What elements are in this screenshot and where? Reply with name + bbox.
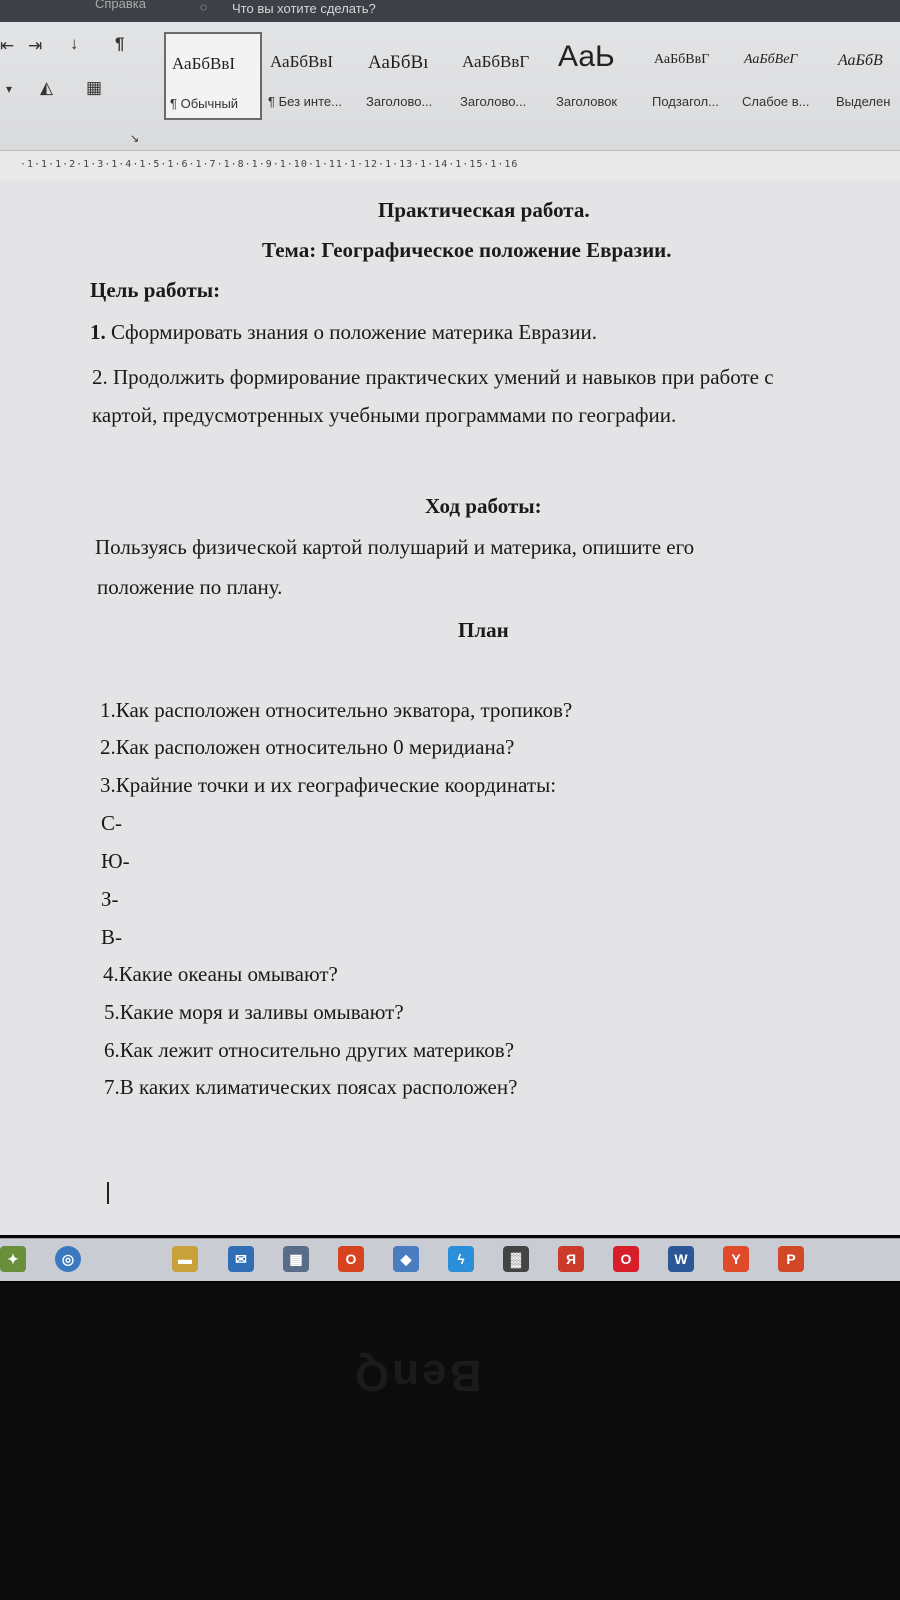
monitor-bezel <box>0 1282 900 1600</box>
style-item[interactable] <box>264 32 358 116</box>
opera-icon[interactable]: O <box>613 1246 639 1272</box>
style-sample: АаБбВеГ <box>744 52 798 67</box>
explorer-icon[interactable]: ▬ <box>172 1246 198 1272</box>
decrease-indent-icon[interactable]: ⇤ <box>0 36 15 55</box>
powerpoint-icon[interactable]: P <box>778 1246 804 1272</box>
store-icon[interactable]: ▦ <box>283 1246 309 1272</box>
paragraph-group <box>0 28 145 148</box>
plan-item: С- <box>101 811 122 835</box>
style-item[interactable] <box>552 32 646 116</box>
style-sample: АаБбВвГ <box>462 52 530 71</box>
increase-indent-icon[interactable]: ⇥ <box>28 36 43 55</box>
style-item[interactable] <box>832 32 900 116</box>
plan-item: 6.Как лежит относительно других материков? <box>104 1038 515 1062</box>
align-dropdown-icon[interactable]: ▾ <box>6 82 13 96</box>
monitor-brand-logo: BenQ <box>352 1351 482 1400</box>
shading-icon[interactable]: ◭ <box>40 78 54 97</box>
instruction-line-2: положение по плану. <box>97 575 283 599</box>
goal-heading: Цель работы: <box>90 278 221 302</box>
style-item[interactable] <box>456 32 550 116</box>
style-item[interactable] <box>648 32 742 116</box>
start-icon[interactable]: ✦ <box>0 1246 26 1272</box>
plan-item: 3.Крайние точки и их географические координаты: <box>100 773 557 797</box>
plan-item: З- <box>101 887 119 911</box>
style-item[interactable] <box>738 32 832 116</box>
goal-item-2-line-2: картой, предусмотренных учебными программами по географии. <box>92 403 677 427</box>
progress-heading: Ход работы: <box>425 494 542 518</box>
style-name: Заголово... <box>366 94 433 109</box>
plan-item: 4.Какие океаны омывают? <box>103 962 338 986</box>
style-sample: АаБбВı <box>368 52 429 73</box>
plan-item: 5.Какие моря и заливы омывают? <box>104 1000 404 1024</box>
instruction-line-1: Пользуясь физической картой полушарий и материка, опишите его <box>95 535 695 559</box>
style-name: Выделен <box>836 94 891 109</box>
style-name: ¶ Обычный <box>170 96 239 111</box>
style-sample: АаБбВвІ <box>172 54 236 73</box>
app-icon[interactable]: ◆ <box>393 1246 419 1272</box>
style-item[interactable] <box>164 32 262 120</box>
tell-me-search[interactable]: Что вы хотите сделать? <box>232 1 376 16</box>
style-name: ¶ Без инте... <box>268 94 342 109</box>
style-sample: АаБбВвІ <box>270 52 334 71</box>
ruler-marks: ·1·1·1·2·1·3·1·4·1·5·1·6·1·7·1·8·1·9·1·10·1·11·1·12·1·13·1·14·1·15·1·16 <box>20 159 519 170</box>
styles-gallery <box>160 32 900 136</box>
borders-icon[interactable]: ▦ <box>86 78 103 97</box>
plan-item: В- <box>101 925 122 949</box>
plan-item: 2.Как расположен относительно 0 меридиана? <box>100 735 515 759</box>
style-sample: АаЬ <box>558 40 615 73</box>
style-sample: АаБбВвГ <box>654 52 710 67</box>
horizontal-ruler[interactable] <box>0 150 900 182</box>
style-name: Заголово... <box>460 94 527 109</box>
text-cursor <box>107 1182 109 1204</box>
help-tab[interactable]: Справка <box>95 0 146 11</box>
sort-icon[interactable]: ↓ <box>70 34 79 53</box>
plan-item: Ю- <box>101 849 130 873</box>
document-page[interactable] <box>0 180 900 1235</box>
goal-item-1 <box>90 320 597 345</box>
pilcrow-icon[interactable]: ¶ <box>115 34 125 53</box>
office-icon[interactable]: O <box>338 1246 364 1272</box>
dialog-launcher-icon[interactable]: ↘ <box>130 133 140 145</box>
title-bar <box>0 0 900 22</box>
yandex-browser-icon[interactable]: Y <box>723 1246 749 1272</box>
ribbon <box>0 0 900 170</box>
goal-item-1-number: 1. <box>90 320 106 344</box>
ie-icon[interactable]: ◎ <box>55 1246 81 1272</box>
style-item[interactable] <box>362 32 456 116</box>
goal-item-2-line-1: 2. Продолжить формирование практических умений и навыков при работе с <box>92 365 774 389</box>
plan-item: 7.В каких климатических поясах расположен? <box>104 1075 518 1099</box>
style-sample: АаБбВ <box>838 52 883 69</box>
plan-heading: План <box>458 618 509 642</box>
doc-topic: Тема: Географическое положение Евразии. <box>262 238 672 262</box>
word-icon[interactable]: W <box>668 1246 694 1272</box>
style-name: Слабое в... <box>742 94 810 109</box>
yandex-icon[interactable]: Я <box>558 1246 584 1272</box>
style-name: Заголовок <box>556 94 618 109</box>
game-icon[interactable]: ▓ <box>503 1246 529 1272</box>
doc-title: Практическая работа. <box>378 198 590 222</box>
taskbar <box>0 1238 900 1281</box>
plan-item: 1.Как расположен относительно экватора, тропиков? <box>100 698 573 722</box>
style-name: Подзагол... <box>652 94 719 109</box>
mail-icon[interactable]: ✉ <box>228 1246 254 1272</box>
goal-item-1-text: Сформировать знания о положение материка Евразии. <box>105 320 597 344</box>
lightbulb-icon: ◌ <box>200 0 208 14</box>
lightning-icon[interactable]: ϟ <box>448 1246 474 1272</box>
